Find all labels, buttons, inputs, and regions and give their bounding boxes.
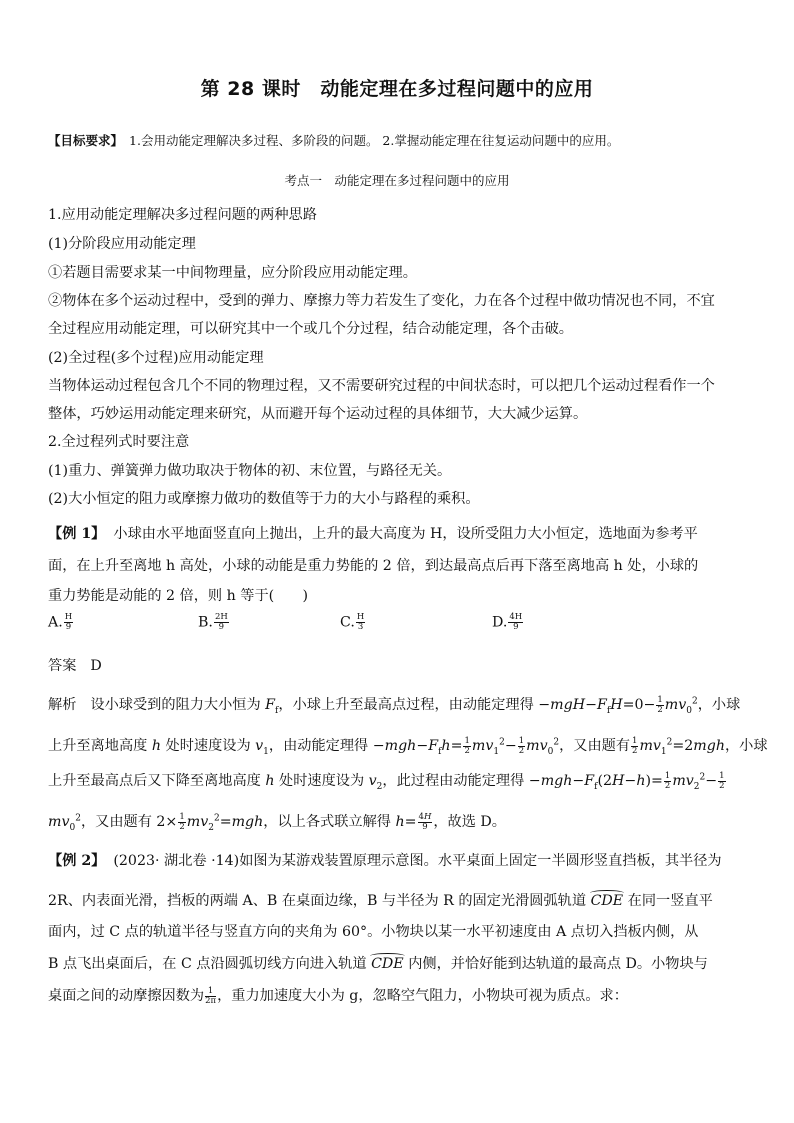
option-a: A. $\frac{H}{9}$ — [48, 612, 73, 632]
paragraph-1: 1.应用动能定理解决多过程问题的两种思路 — [48, 207, 317, 223]
arc-cde-symbol: CDE — [590, 893, 624, 909]
example1-answer — [48, 655, 102, 675]
example2-source: (2023· 湖北卷 ·14) — [113, 853, 240, 869]
answer-label: 答案 — [48, 658, 77, 674]
example2-line3: 面内，过 C 点的轨道半径与竖直方向的夹角为 60°。小物块以某一水平初速度由 A 点切入挡板内侧，从 — [48, 924, 699, 940]
example2-line4: B 点飞出桌面后，在 C 点沿圆弧切线方向进入轨道 CDE 内侧，并恰好能到达轨道的最高点 D。小物块与 — [48, 956, 708, 972]
paragraph-6: (2)全过程(多个过程)应用动能定理 — [48, 350, 264, 366]
example2-line1: 【例 2】 (2023· 湖北卷 ·14)如图为某游戏装置原理示意图。水平桌面上固定一半圆形竖直挡板，其半径为 — [48, 853, 722, 869]
objectives-label: 【目标要求】 — [48, 133, 124, 148]
paragraph-2: (1)分阶段应用动能定理 — [48, 236, 196, 252]
example2-label: 【例 2】 — [48, 853, 106, 869]
option-c: C. $\frac{H}{3}$ — [340, 612, 365, 632]
option-d: D. $\frac{4H}{9}$ — [492, 612, 523, 632]
page-title: 第 28 课时 动能定理在多过程问题中的应用 — [200, 78, 594, 100]
example1-options — [48, 613, 524, 632]
paragraph-9: 2.全过程列式时要注意 — [48, 434, 190, 450]
example1-line1 — [48, 523, 698, 543]
example2-line2: 2R、内表面光滑，挡板的两端 A、B 在桌面边缘，B 与半径为 R 的固定光滑圆弧轨道 CDE 在同一竖直平 — [48, 893, 713, 909]
paragraph-5: 全过程应用动能定理，可以研究其中一个或几个分过程，结合动能定理，各个击破。 — [48, 321, 573, 337]
paragraph-3: ①若题目需要求某一中间物理量，应分阶段应用动能定理。 — [48, 265, 417, 281]
analysis-line3: 上升至最高点后又下降至离地高度 h 处时速度设为 $v_2$，此过程由动能定理得 $-mgh-F_f(2H-h)=$ $\frac{1}{2}$ $mv_2^2-$ $\frac{1}{2}$ — [48, 770, 725, 792]
analysis-line4: $mv_0^2$，又由题有 2× $\frac{1}{2}$ $mv_2^2=mgh$，以上各式联立解得 h= $\frac{4H}{9}$ ，故选 D。 — [48, 811, 506, 833]
example1-text1: 小球由水平地面竖直向上抛出，上升的最大高度为 H，设所受阻力大小恒定，选地面为参考平 — [113, 526, 698, 542]
paragraph-4: ②物体在多个运动过程中，受到的弹力、摩擦力等力若发生了变化，力在各个过程中做功情况也不同，不宜 — [48, 293, 715, 309]
example1-line3: 重力势能是动能的 2 倍，则 h 等于( ) — [48, 588, 309, 604]
paragraph-7: 当物体运动过程包含几个不同的物理过程，又不需要研究过程的中间状态时，可以把几个运动过程看作一个 — [48, 378, 715, 394]
paragraph-10: (1)重力、弹簧弹力做功取决于物体的初、末位置，与路径无关。 — [48, 463, 452, 479]
objectives — [48, 131, 619, 149]
analysis-line1: 解析 设小球受到的阻力大小恒为 $F_f$，小球上升至最高点过程，由动能定理得 $-mgH-F_fH=0-$ $\frac{1}{2}$ $mv_0^2$，小球 — [48, 694, 741, 716]
option-b: B. $\frac{2H}{9}$ — [198, 612, 228, 632]
example1-label: 【例 1】 — [48, 526, 106, 542]
answer-value: D — [90, 658, 102, 674]
paragraph-11: (2)大小恒定的阻力或摩擦力做功的数值等于力的大小与路程的乘积。 — [48, 491, 480, 507]
analysis-line2: 上升至离地高度 h 处时速度设为 $v_1$，由动能定理得 $-mgh-F_fh=$ $\frac{1}{2}$ $mv_1^2-$ $\frac{1}{2}$ $mv_0^2$，又由题有 $\frac{1}{2}$ $mv_1^2=2mgh$，小球 — [48, 735, 768, 757]
section-heading: 考点一 动能定理在多过程问题中的应用 — [284, 173, 510, 188]
arc-cde-symbol: CDE — [371, 956, 404, 972]
analysis-label: 解析 — [48, 697, 77, 713]
paragraph-8: 整体，巧妙运用动能定理来研究，从而避开每个运动过程的具体细节，大大减少运算。 — [48, 406, 588, 422]
example1-line2: 面，在上升至离地 h 高处，小球的动能是重力势能的 2 倍，到达最高点后再下落至离地高 h 处，小球的 — [48, 558, 699, 574]
example2-line5: 桌面之间的动摩擦因数为 $\frac{1}{2\pi}$ ，重力加速度大小为 g，忽略空气阻力，小物块可视为质点。求： — [48, 985, 628, 1006]
objectives-text: 1.会用动能定理解决多过程、多阶段的问题。 2.掌握动能定理在往复运动问题中的应用。 — [129, 133, 620, 148]
